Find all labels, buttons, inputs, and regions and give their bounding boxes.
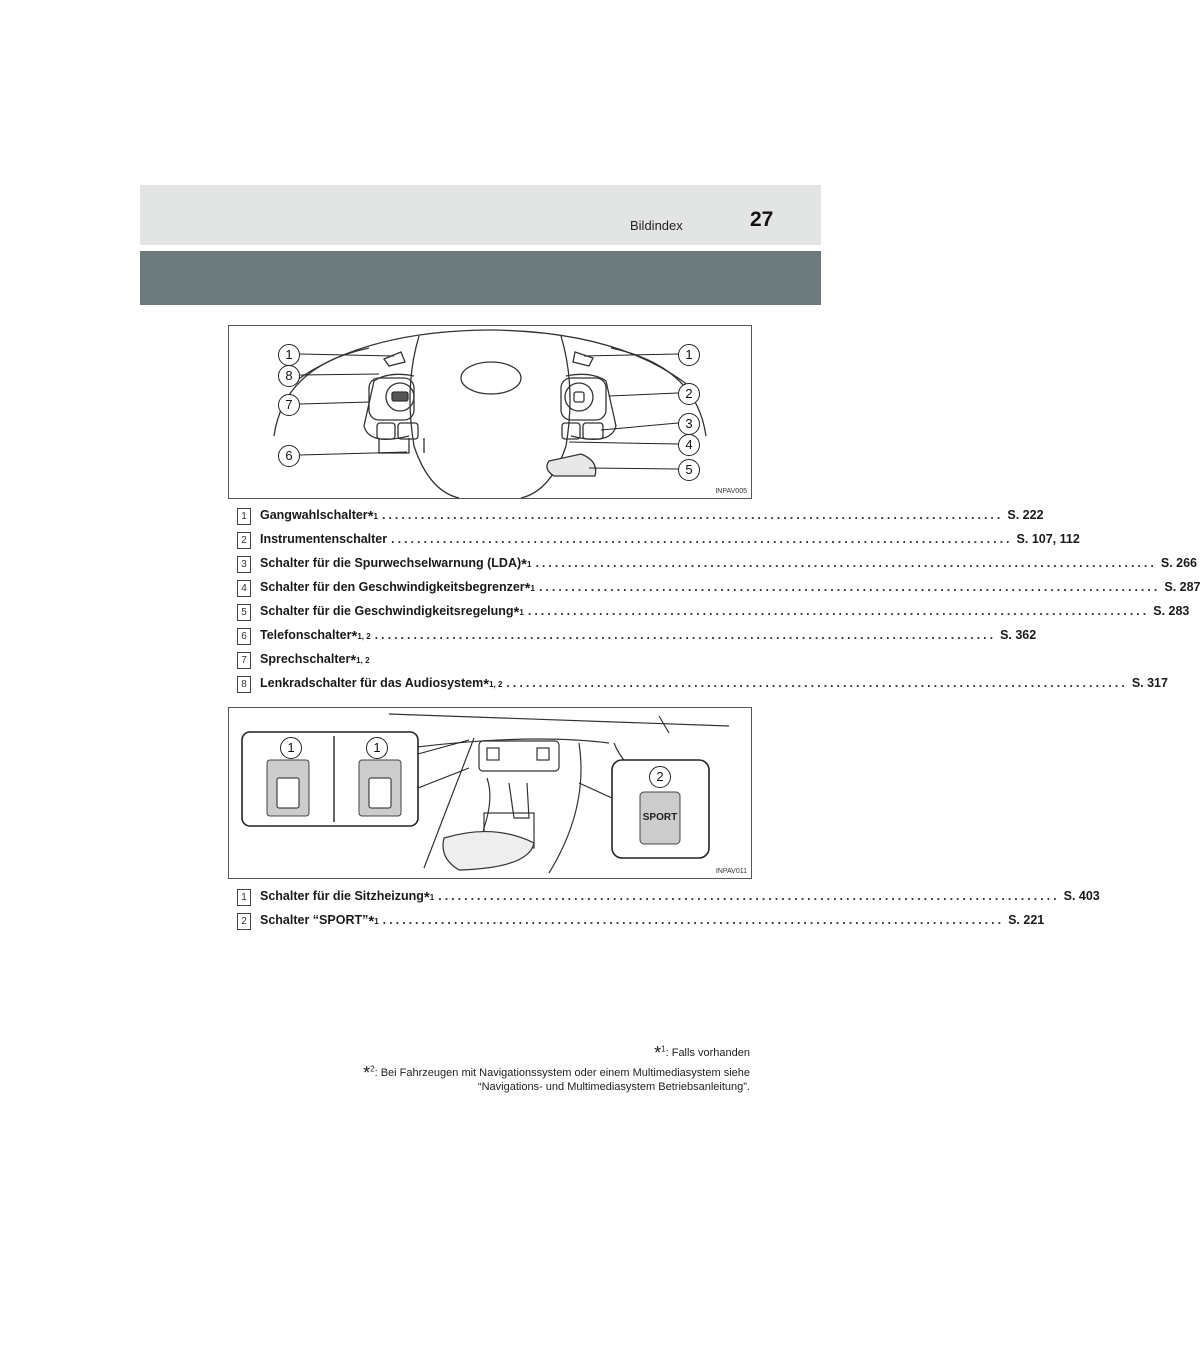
item-number: 2 xyxy=(237,532,251,549)
item-footnote-mark: 1, 2 xyxy=(356,656,370,665)
callout-6: 6 xyxy=(278,445,300,467)
item-label: Schalter für die Sitzheizung xyxy=(260,889,424,903)
callout-8: 8 xyxy=(278,365,300,387)
footnote-1: *$^1$: Falls vorhanden xyxy=(654,1043,750,1063)
callout-5: 5 xyxy=(678,459,700,481)
item-footnote-mark: 1 xyxy=(527,560,532,569)
item-footnote-mark: 1, 2 xyxy=(357,632,371,641)
item-label: Instrumentenschalter xyxy=(260,532,388,546)
item-label: Schalter für die Geschwindigkeitsregelung xyxy=(260,604,514,618)
item-footnote-mark: 1 xyxy=(373,512,378,521)
item-number: 5 xyxy=(237,604,251,621)
callout-1-left: 1 xyxy=(278,344,300,366)
list-item xyxy=(237,532,1080,550)
item-footnote-mark: 1 xyxy=(519,608,524,617)
item-number: 8 xyxy=(237,676,251,693)
callout-7: 7 xyxy=(278,394,300,416)
dot-leader: ................................................................................................ xyxy=(506,676,1128,690)
item-number: 3 xyxy=(237,556,251,573)
list-item: 6 Telefonschalter *1, 2 ................................................................................................ S. 362 xyxy=(237,628,722,646)
center-console-figure xyxy=(228,707,752,879)
dot-leader: ................................................................................................ xyxy=(391,532,1013,546)
list-item: 4 Schalter für den Geschwindigkeitsbegrenzer *1 ................................................................................................ S. 287 xyxy=(237,580,722,598)
section-banner xyxy=(140,251,821,305)
list-item: 7 Sprechschalter *1, 2 xyxy=(237,652,722,670)
page-number: 27 xyxy=(750,208,774,231)
list-item: 3 Schalter für die Spurwechselwarnung (LDA) *1 ................................................................................................ S. 266 xyxy=(237,556,722,574)
item-number: 7 xyxy=(237,652,251,669)
page-reference: S. 221 xyxy=(1008,913,1045,927)
list-item: 1 Schalter für die Sitzheizung *1 ................................................................................................ S. 403 xyxy=(237,889,722,907)
figure-code: INPAV005 xyxy=(715,488,747,495)
page-reference: S. 403 xyxy=(1063,889,1100,903)
item-footnote-mark: 1 xyxy=(530,584,535,593)
page-reference: S. 317 xyxy=(1131,676,1168,690)
list-item: 1 Gangwahlschalter *1 ................................................................................................ S. 222 xyxy=(237,508,722,526)
callout-1-seat-left: 1 xyxy=(280,737,302,759)
dot-leader: ................................................................................................ xyxy=(538,580,1161,594)
sport-button-label: SPORT xyxy=(642,812,678,823)
list-item: 8 Lenkradschalter für das Audiosystem *1, 2 ................................................................................................ S. 317 xyxy=(237,676,722,694)
dot-leader: ................................................................................................ xyxy=(438,889,1060,903)
item-number: 1 xyxy=(237,508,251,525)
header-band xyxy=(140,185,821,245)
center-console-illustration xyxy=(229,708,751,878)
item-number: 6 xyxy=(237,628,251,645)
item-label: Schalter für den Geschwindigkeitsbegrenzer xyxy=(260,580,525,594)
steering-wheel-figure xyxy=(228,325,752,499)
dot-leader: ................................................................................................ xyxy=(535,556,1157,570)
footnote-2-line2: “Navigations- und Multimediasystem Betriebsanleitung”. xyxy=(477,1081,750,1093)
item-label: Telefonschalter xyxy=(260,628,352,642)
callout-2: 2 xyxy=(678,383,700,405)
item-footnote-mark: 1 xyxy=(429,893,435,902)
figure-code: INPAV011 xyxy=(715,868,747,875)
callout-1-seat-right: 1 xyxy=(366,737,388,759)
footnote-2: *$^2$: Bei Fahrzeugen mit Navigationssystem oder einem Multimediasystem siehe xyxy=(363,1063,750,1083)
item-label: Gangwahlschalter xyxy=(260,508,368,522)
item-label: Schalter “SPORT” xyxy=(260,913,369,927)
item-footnote-mark: 1 xyxy=(374,917,379,926)
page-reference: S. 283 xyxy=(1153,604,1190,618)
item-number: 2 xyxy=(237,913,251,930)
item-label: Schalter für die Spurwechselwarnung (LDA) xyxy=(260,556,522,570)
callout-2-sport: 2 xyxy=(649,766,671,788)
dot-leader: ................................................................................................ xyxy=(382,913,1005,927)
item-label: Lenkradschalter für das Audiosystem xyxy=(260,676,484,690)
dot-leader: ................................................................................................ xyxy=(381,508,1004,522)
list-item: 2 Schalter “SPORT” *1 ................................................................................................ S. 221 xyxy=(237,913,722,931)
item-label: Sprechschalter xyxy=(260,652,351,666)
dot-leader: ................................................................................................ xyxy=(527,604,1150,618)
list-item: 5 Schalter für die Geschwindigkeitsregelung *1 ................................................................................................ S. 283 xyxy=(237,604,722,622)
page-reference: S. 107, 112 xyxy=(1016,532,1080,546)
page-reference: S. 362 xyxy=(1000,628,1037,642)
item-number: 1 xyxy=(237,889,251,906)
callout-1-right: 1 xyxy=(678,344,700,366)
callout-4: 4 xyxy=(678,434,700,456)
page-section-title: Bildindex xyxy=(630,218,683,233)
item-footnote-mark: 1, 2 xyxy=(489,680,503,689)
dot-leader: ................................................................................................ xyxy=(374,628,997,642)
steering-wheel-illustration xyxy=(229,326,751,498)
page-reference: S. 266 xyxy=(1160,556,1197,570)
page-reference: S. 287 xyxy=(1164,580,1201,594)
item-number: 4 xyxy=(237,580,251,597)
callout-3: 3 xyxy=(678,413,700,435)
page-reference: S. 222 xyxy=(1007,508,1044,522)
